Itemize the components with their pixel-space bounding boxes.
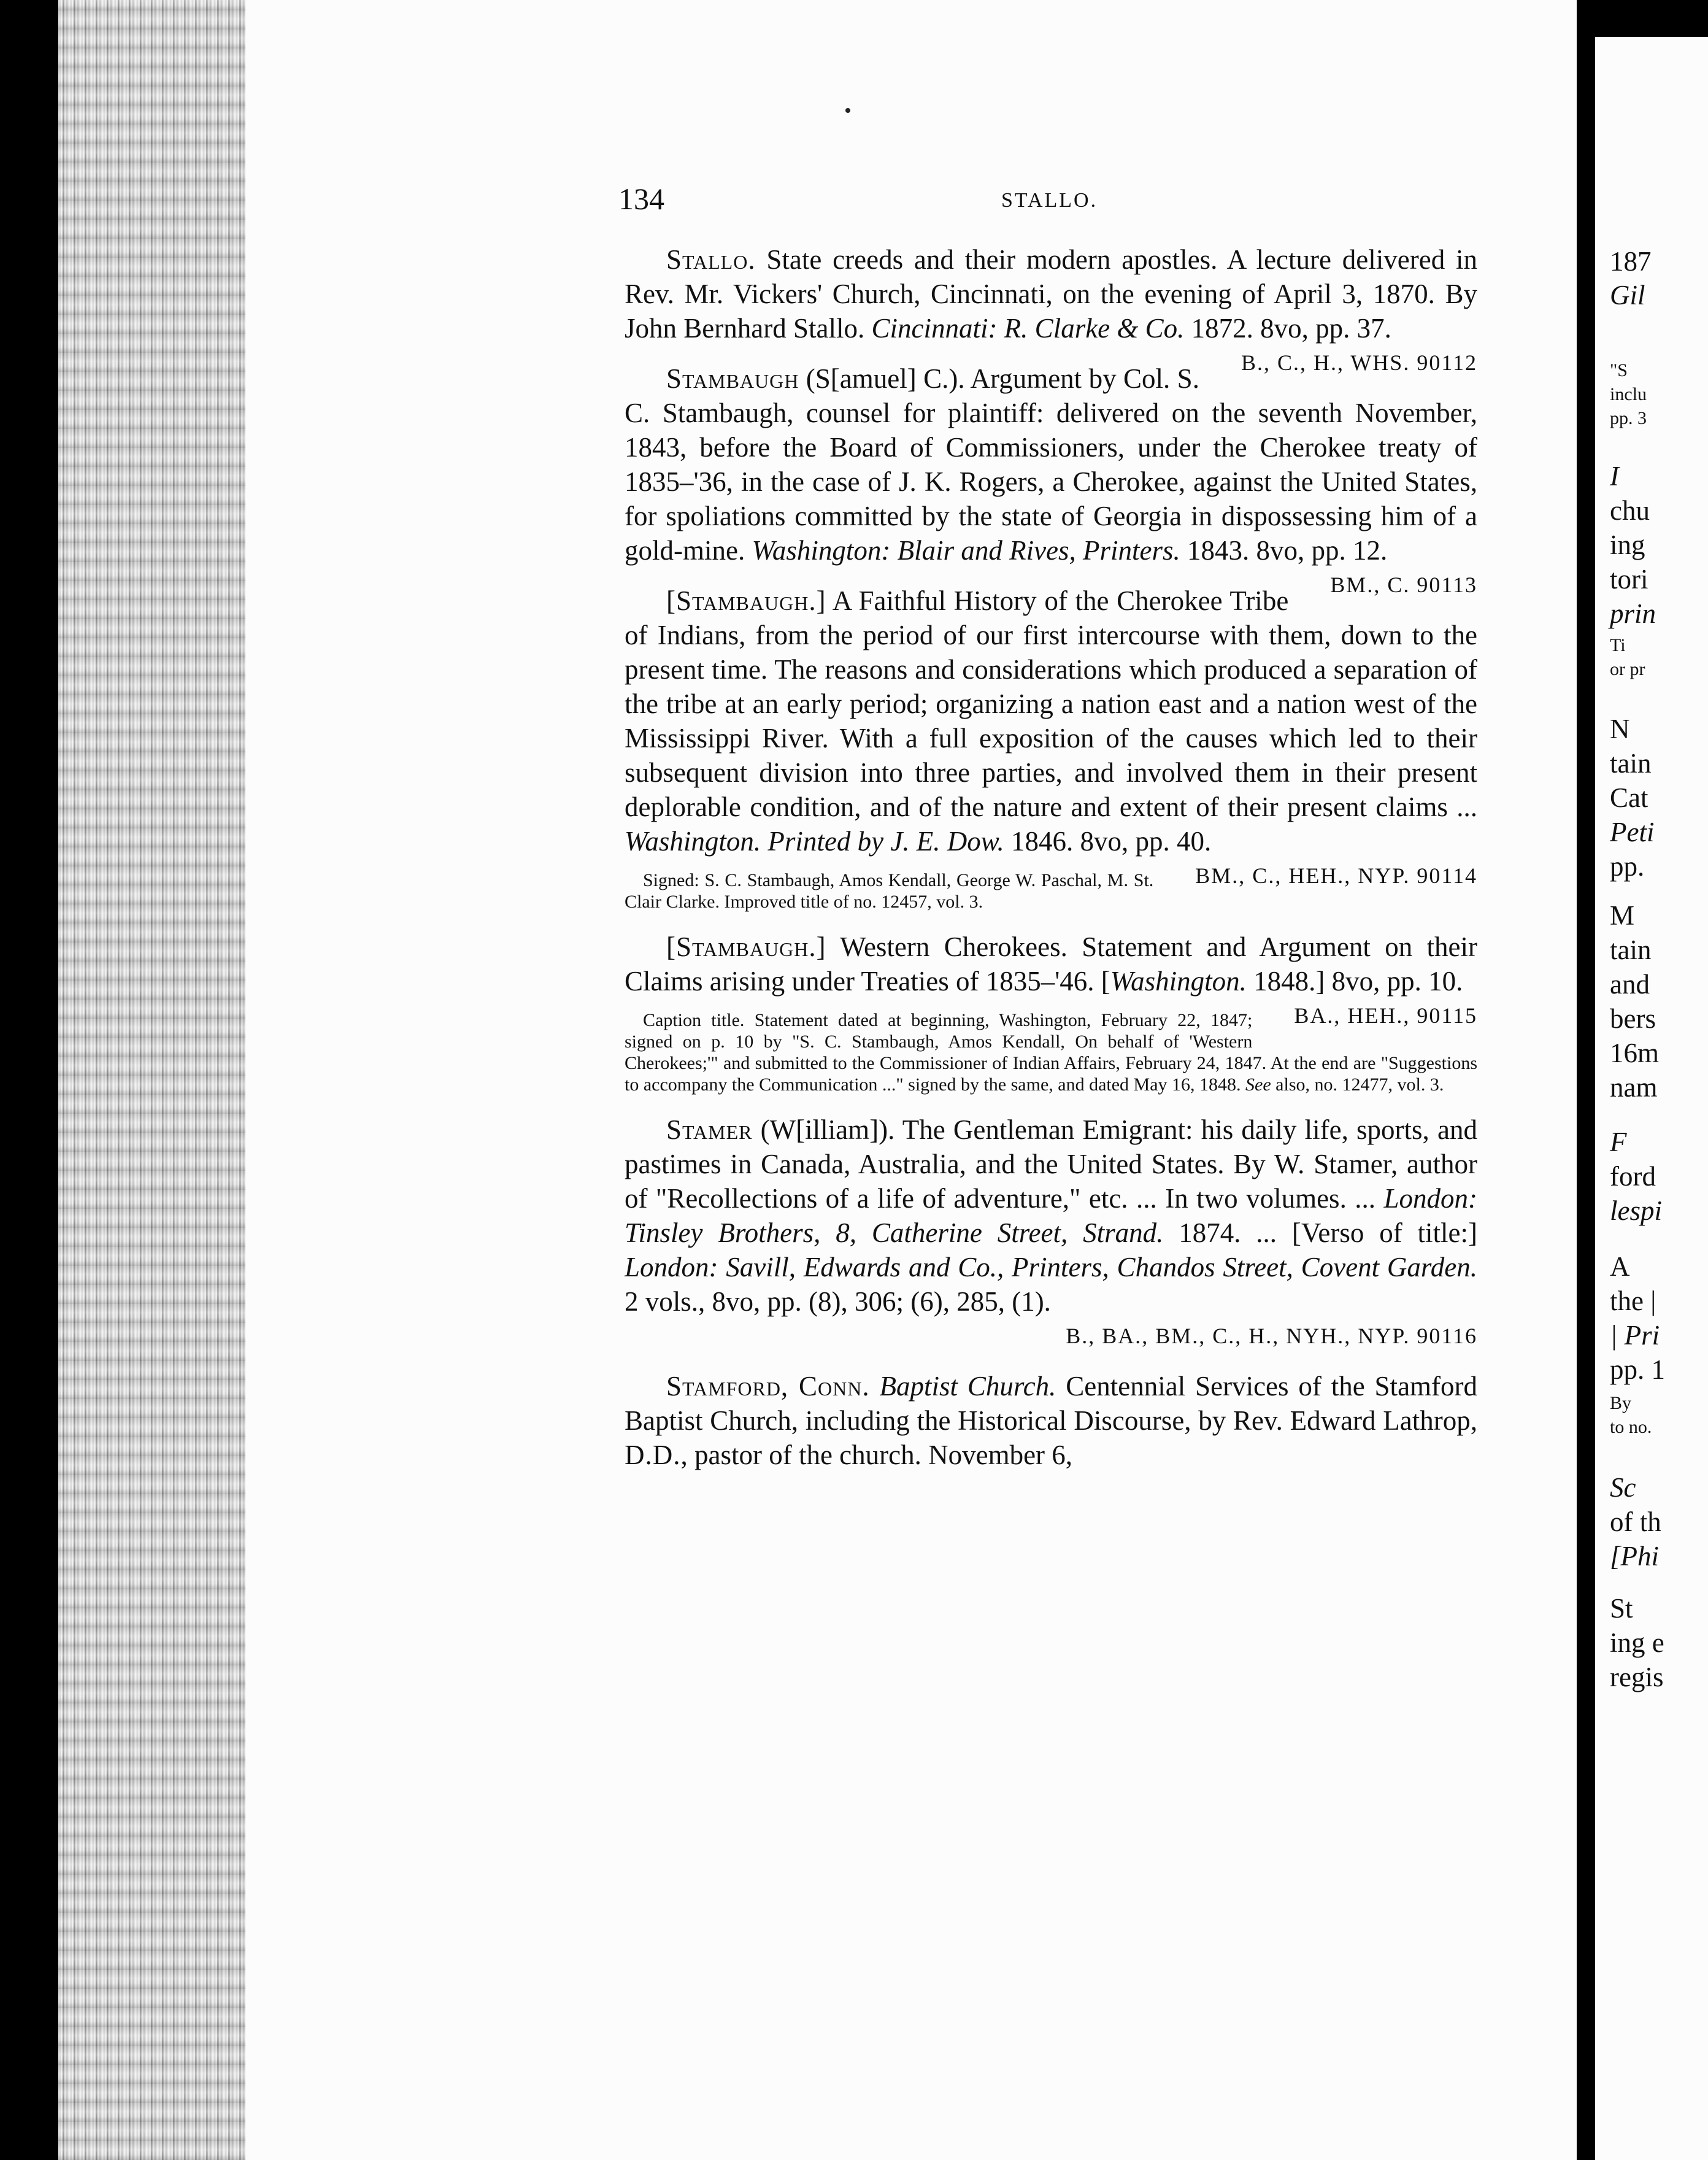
entry-heading: Stambaugh: [666, 363, 799, 394]
page-number: 134: [618, 182, 664, 216]
running-head: STALLO.: [1001, 189, 1098, 212]
entry-mid: 1874. ... [Verso of title:]: [1163, 1217, 1478, 1248]
entry-tail: 1848.] 8vo, pp. 10.: [1246, 966, 1463, 997]
facing-line: Peti: [1610, 817, 1655, 847]
facing-line: Gil: [1610, 280, 1645, 310]
facing-line: ford: [1610, 1161, 1656, 1192]
facing-line: lespi: [1610, 1195, 1662, 1226]
entry-text: (S[amuel] C.). Argument by Col. S. C. Stambaugh, counsel for plaintiff: delivered on the seventh November, 1843, before the Board of Commissioners, under the Cherokee treaty of 1835–'36, in the case of J. K. Rogers, a Cherokee, against the United States, for spoliations committed by the state of Georgia in dispossessing him of a gold-mine.: [625, 363, 1477, 566]
entry-locations: BM., C., HEH., NYP. 90114: [1195, 863, 1477, 888]
facing-line: regis: [1610, 1662, 1664, 1692]
entry-text: Centennial Services of the Stamford Baptist Church, including the Historical Discourse, by Rev. Edward Lathrop,: [625, 1371, 1478, 1436]
facing-line: A: [1610, 1251, 1630, 1282]
entry-text: A Faithful History of the Cherokee Tribe of Indians, from the period of our first intercourse with them, down to the present time. The reasons and considerations which produced a separation of the tribe at an early period; organizing a nation east and a nation west of the Mississippi River. With a full exposition of the causes which led to their subsequent division into three parties, and involved them in their present deplorable condition, and of the nature and extent of their present claims ...: [625, 585, 1477, 822]
facing-line: M: [1610, 900, 1635, 931]
facing-line: tori: [1610, 564, 1648, 595]
entry-90116: [625, 1113, 1477, 1353]
entry-90114: [625, 584, 1477, 888]
ink-dot: [845, 108, 850, 113]
entry-note: Signed: S. C. Stambaugh, Amos Kendall, George W. Paschal, M. St. Clair Clarke. Improved title of no. 12457, vol. 3.: [625, 870, 1154, 912]
facing-line: ing e: [1610, 1627, 1664, 1658]
entries-block: [625, 242, 1477, 1488]
entry-tail: , pastor of the church. November 6,: [680, 1440, 1073, 1470]
entry-imprint: London: Tinsley Brothers, 8, Catherine Street, Strand.: [625, 1183, 1477, 1248]
facing-line: chu: [1610, 495, 1650, 526]
facing-line: and: [1610, 969, 1650, 1000]
facing-line: "S: [1610, 360, 1628, 380]
entry-text: State creeds and their modern apostles. A lecture delivered in Rev. Mr. Vickers' Church, Cincinnati, on the evening of April 3, 1870. By John Bernhard Stallo.: [625, 244, 1477, 344]
entry-locations: BA., HEH., 90115: [1294, 1003, 1477, 1028]
entry-imprint: Washington: Blair and Rives, Printers.: [752, 535, 1180, 566]
entry-text: Western Cherokees. Statement and Argument on their Claims arising under Treaties of 1835–'46. [: [625, 932, 1477, 997]
note-text: Caption title. Statement dated at beginning, Washington, February 22, 1847; signed on p. 10 by "S. C. Stambaugh, Amos Kendall, On behalf of 'Western Cherokees;'" and submitted to the Commissioner of Indian Affairs, February 24, 1847. At the end are "Suggestions to accompany the Communication ..." signed by the same, and dated May 16, 1848.: [625, 1010, 1477, 1095]
entry-tail: 1843. 8vo, pp. 12.: [1180, 535, 1388, 566]
facing-line: F: [1610, 1127, 1627, 1157]
entry-imprint: Cincinnati: R. Clarke & Co.: [871, 313, 1185, 344]
facing-line: Sc: [1610, 1472, 1636, 1503]
entry-imprint: Washington. Printed by J. E. Dow.: [625, 826, 1004, 857]
entry-tail: 2 vols., 8vo, pp. (8), 306; (6), 285, (1).: [625, 1286, 1051, 1317]
entry-heading-italic: Baptist Church.: [869, 1371, 1056, 1402]
entry-tail: 1846. 8vo, pp. 40.: [1004, 826, 1212, 857]
facing-line: nam: [1610, 1072, 1658, 1103]
entry-heading: Stamer: [666, 1114, 753, 1145]
facing-line: inclu: [1610, 384, 1647, 404]
entry-degree: D.D.: [625, 1440, 681, 1470]
entry-heading: [Stambaugh.]: [666, 932, 826, 962]
facing-line: Ti: [1610, 635, 1626, 655]
entry-heading: Stamford, Conn.: [666, 1371, 870, 1402]
entry-heading: Stallo.: [666, 244, 756, 275]
facing-line: St: [1610, 1593, 1633, 1624]
entry-text: (W[illiam]). The Gentleman Emigrant: his daily life, sports, and pastimes in Canada, Australia, and the United States. By W. Stamer, author of "Recollections of a life of adventure," etc. ... In two volumes. ...: [625, 1114, 1477, 1214]
facing-line: 187: [1610, 246, 1652, 277]
entry-90113: [625, 361, 1477, 597]
facing-line: By: [1610, 1393, 1632, 1413]
entry-locations: BM., C. 90113: [1330, 573, 1477, 597]
entry-heading: [Stambaugh.]: [666, 585, 826, 616]
facing-line: [Phi: [1610, 1541, 1660, 1572]
facing-line: bers: [1610, 1003, 1656, 1034]
facing-line: prin: [1610, 598, 1656, 629]
page-edges: [58, 0, 248, 2160]
entry-locations: B., BA., BM., C., H., NYH., NYP. 90116: [1066, 1324, 1477, 1348]
facing-line: of th: [1610, 1506, 1661, 1537]
entry-locations: B., C., H., WHS. 90112: [1241, 350, 1477, 375]
facing-line: I: [1610, 461, 1619, 492]
facing-line: | Pri: [1610, 1320, 1660, 1351]
facing-line: pp.: [1610, 851, 1645, 882]
facing-line: to no.: [1610, 1417, 1652, 1437]
entry-imprint: Washington.: [1110, 966, 1247, 997]
facing-line: the |: [1610, 1286, 1656, 1316]
facing-line: pp. 3: [1610, 408, 1647, 428]
facing-line: or pr: [1610, 659, 1645, 679]
entry-90112: [625, 242, 1477, 375]
facing-line: ing: [1610, 530, 1645, 560]
entry-stamford: [625, 1369, 1477, 1472]
facing-line: N: [1610, 714, 1630, 744]
facing-line: pp. 1: [1610, 1354, 1665, 1385]
facing-page: [1595, 37, 1708, 2160]
entry-90115: [625, 930, 1477, 1028]
facing-line: Cat: [1610, 782, 1648, 813]
note-see: See: [1245, 1074, 1271, 1095]
entry-tail: 1872. 8vo, pp. 37.: [1184, 313, 1391, 344]
note-text-end: also, no. 12477, vol. 3.: [1271, 1074, 1444, 1095]
gutter: [1577, 0, 1595, 2160]
facing-line: 16m: [1610, 1038, 1660, 1068]
entry-imprint-2: London: Savill, Edwards and Co., Printers, Chandos Street, Covent Garden.: [625, 1252, 1477, 1282]
facing-line: tain: [1610, 748, 1652, 779]
facing-line: tain: [1610, 935, 1652, 965]
